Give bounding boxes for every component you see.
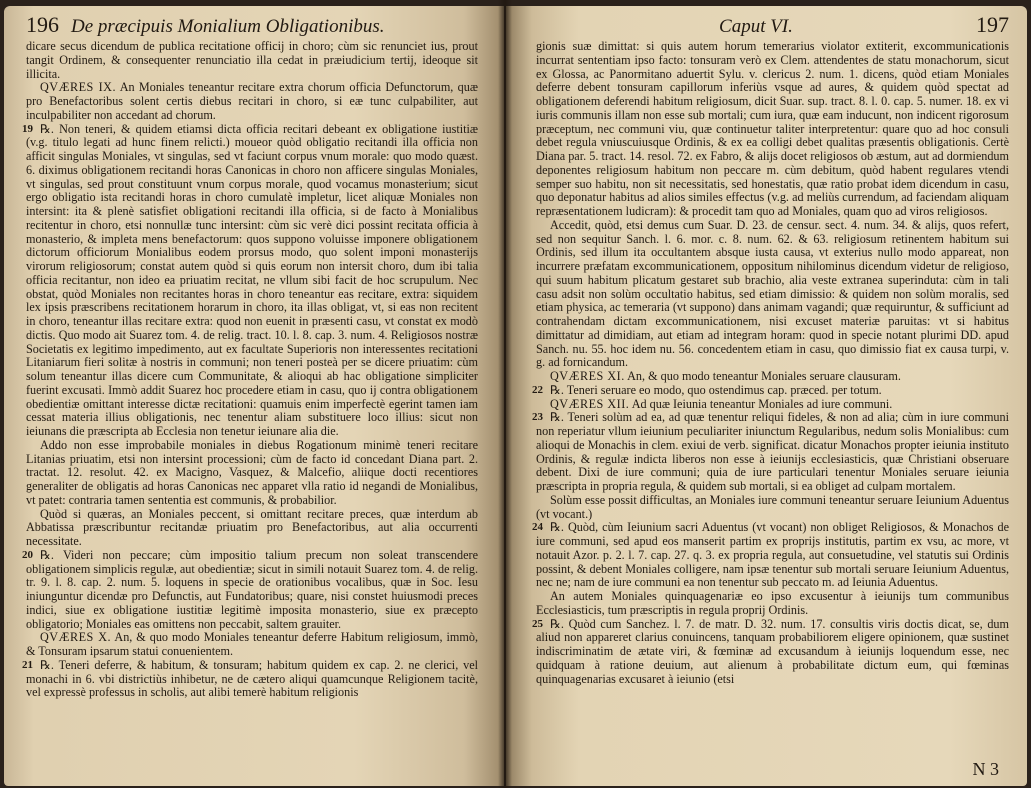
margin-number: 23	[532, 411, 543, 424]
paragraph-text: ℞. Quòd, cùm Ieiunium sacri Aduentus (vt vocant) non obliget Religiosos, & Monachos de iure communi, sed apud eos manserit partim ex proprijs institutis, partim ex vsu, ac more, vt notauit Azor. p. 2. l. 7. cap. 27. q. 3. ex propria regula, aut consuetudine, vel statutis sui Ordinis possint, & debent Moniales colligere, nam ipsæ tenentur sub mortali seruare Ieiunium Aduentus, nec ne; nam de iure communi ea non tenentur sub peccato m. ad Ieiunia Aduentus.	[536, 520, 1009, 590]
paragraph-text: Accedit, quòd, etsi demus cum Suar. D. 23. de censur. sect. 4. num. 34. & alijs, quos refert, sed non sequitur Sanch. l. 6. mor. c. 8. num. 62. & 63. religiosum retinentem habitum sui Ordinis, sed illum ita occultantem absque iusta causa, vt exterius nullo modo appareat, non incurrere præfatam excommunicationem, oppositum nihilominus dicendum videtur de religioso, qui suum habitum plicatum gestaret sub brachio, alia veste extranea superinduta: cùm in tali casu adsit non solùm occultatio habitus, sed etiam dimissio: & quidem non solùm moralis, sed etiam physica, ac temeraria (vt suppono) dans animam vagandi; quæ requiruntur, & sufficiunt ad contrahendam dictam excommunicationem, nisi excuset materiæ paruitas: vt si habitus dimittatur ad dimidiam, aut etiam ad integram horam: quod in specie notant plurimi DD. apud Sanch. nu. 55. hoc idem nu. 56. concedentem etiam in casu, quo dimissio fiat ex causa turpi, v. g. ad fornicandum.	[536, 217, 1009, 370]
paragraph-text: Quòd si quæras, an Moniales peccent, si omittant recitare preces, quæ interdum ab Abbatissa præscribuntur recitandæ priuatim pro Benefactoribus, aut alia occurrenti necessitate.	[26, 506, 478, 548]
signature-mark: N 3	[972, 759, 999, 779]
margin-number: 22	[532, 383, 543, 396]
margin-number: 20	[22, 548, 33, 561]
paragraph	[536, 590, 1009, 618]
running-title-right: Caput VI.	[719, 16, 793, 37]
paragraph	[22, 121, 478, 439]
paragraph	[536, 494, 1009, 522]
paragraph-text: An, & quo modo Moniales teneantur deferre Habitum religiosum, immò, & Tonsuram ipsarum statui conuenientem.	[26, 630, 479, 658]
question-heading: QVÆRES X.	[40, 630, 112, 645]
question-heading: QVÆRES XI.	[550, 369, 625, 383]
paragraph	[26, 81, 478, 122]
paragraph-text: An Moniales teneantur recitare extra chorum officia Defunctorum, quæ pro Benefactoribus solent certis diebus recitari in choro, si eæ tunc culpabiliter, aut inculpabiliter non accedant ad chorum.	[26, 80, 478, 122]
margin-number: 21	[22, 658, 33, 671]
paragraph	[532, 382, 1009, 398]
margin-number: 25	[532, 617, 543, 630]
paragraph	[26, 40, 478, 81]
margin-number: 24	[532, 521, 543, 534]
paragraph	[536, 370, 1009, 384]
book-gutter	[498, 0, 512, 788]
paragraph-text: ℞. Teneri seruare eo modo, quo ostendimus cap. præced. per totum.	[550, 382, 882, 397]
right-page-body	[532, 39, 1009, 686]
paragraph-text: gionis suæ dimittat: si quis autem horum temerarius violator extiterit, excommunicationis incurrat sententiam ipso facto: tonsuram verò ex Clem. attendentes de statu monachorum, sicut ex Glossa, ac Panormitano aduertit Sylu. v. clericus 2. num. 1. dicens, quòd etiam Moniales deferre debent tonsuram capillorum inferiùs vsque ad aures, & quidem quòd spectat ad obligationem deferendi habitum religiosum, dicit Suar. sup. tract. 8. l. 0. cap. 5. numer. 18. ex vi iuris communis illam non esse sub mortali; cum iura, quæ eam inducunt, non indicent rigorosum præceptum, nec communi viu, quæ continuetur taliter interpretentur: quare quo ad hoc consuli debet regula vniuscuiusque Ordinis, & ex ea colligi debet qualitas præsentis obligationis. Certè Diana par. 5. tract. 14. resol. 72. ex Fabro, & alijs docet religiosos ob æstum, aut ad dormiendum deponentes religiosum habitum non peccare m. cùm debitum, quòd habent regulares vtendi semper suo habitu, non sit necessitatis, sed honestatis, quæ ratio probat idem dicendum in casu, quo deponatur habitus ad alios similes effectus (v.g. ad meliùs currendum, ad faciendam aliquam repræsentationem ludicram): & procedit tam quo ad Moniales, quam quo ad viros religiosos.	[536, 39, 1009, 218]
paragraph-text: An autem Moniales quinquagenariæ eo ipso excusentur à ieiunijs tum communibus Ecclesiasticis, tum præscriptis in regula proprij Ordinis.	[536, 589, 1009, 617]
paragraph	[532, 520, 1009, 590]
margin-number: 19	[22, 122, 33, 135]
paragraph-text: ℞. Teneri solùm ad ea, ad quæ tenentur reliqui fideles, & non ad alia; cùm in iure communi non reperiatur vllum ieiunium peculiariter iniunctum Regularibus, nedum solis Monialibus: cum alioqui de Monachis in clem. exiui de verb. significat. dicatur Monachos propter ieiunia instituto Ordinis, & regulæ indicta liberos non esse à ieiunijs ecclesiasticis, quæ Christiani obseruare debent. Dixi de iure communi; quia de iure particulari tenentur Moniales seruare ieiunia præscripta in propria regula, & quidem sub mortali, si ea obliget ad culpam mortalem.	[536, 410, 1009, 493]
paragraph-text: ℞. Non teneri, & quidem etiamsi dicta officia recitari debeant ex obligatione iustitiæ (v.g. titulo legati ad hunc finem relicti.) moueor quòd obligatio recitandi illa officia non afficit singulas Moniales, vt singulas, sed vt faciunt corpus vnum morale: quo modo quæst. 6. diximus obligationem recitandi horas Canonicas in choro non afficere singulas Moniales, vt singulas, sed prout constituunt vnum corpus morale, quod vocamus monasterium; sicut ergo obligatio ista recitandi horas in choro cumulatè impletur, licet aliquæ Moniales non intersint: ita & plenè satisfiet obligationi recitandi illa officia, si de facto à Monialibus recitentur in choro, etsi nonnullæ tunc intersint: cùm sic verè dici possint recitata officia à monasterio, & impleta mens benefactorum: quos suppono voluisse imponere obligationem dictorum officiorum Monialibus eodem prorsus modo, quo solent imponi monasterijs virorum religiosorum; constat autem quòd si quis eorum non intersit choro, dum ibi talia officia recitantur, non ideo ea priuatim recitat, ne vllum sibi facit de hoc scrupulum. Nec obstat, quòd Moniales non recitantes horas in choro teneantur eas recitare, extra: siquidem lex ipsis præscribens recitationem horarum in choro, ita illas obligat, vt, si eas non recitent in choro, teneantur illas recitare extra: quod non euenit in præsenti casu, vt constat ex modò dictis. Quo modo ait Suarez tom. 4. de relig. tract. 10. l. 8. cap. 3. num. 4. Religiosos nostræ Societatis ex legitimo impedimento, aut ex facultate Superioris non interessentes recitationi Litaniarum fieri solitæ à nostris in communi; non teneri posteà per se dicere priuatim: cùm solum teneantur illas dicere cum Communitate, & alioqui ab hac obligatione simpliciter fuerint excusati. Immò addit Suarez hoc procedere etiam in casu, quo ij contra obligationem obedientiæ omittant interesse dictæ recitationi: quamuis enim imperfectè egerint tamen iam cessat materia illius obligationis, nec tenentur aliam substituere loco illius: sicut non ieiunans die præscripta ab Ecclesia non tenetur ieiunare alia die.	[26, 121, 478, 438]
left-page-body	[22, 39, 479, 700]
paragraph-text: Addo non esse improbabile moniales in diebus Rogationum minimè teneri recitare Litanias priuatim, etsi non intersint processioni; cùm de facto id concedant Diana part. 2. tractat. 12. resolut. 42. ex Macigno, Vasquez, & Malcefio, aliique docti recentiores generaliter de obligatis ad horas Canonicas nec apparet vlla ratio id negandi de Monialibus, vt patet: contraria tamen sententia est communis, & probabilior.	[26, 437, 478, 507]
question-heading: QVÆRES IX.	[40, 80, 117, 95]
question-heading: QVÆRES XII.	[550, 396, 630, 411]
page-number-left: 196	[26, 12, 59, 37]
paragraph	[26, 631, 478, 659]
right-running-head	[536, 12, 1009, 38]
left-page	[4, 6, 504, 786]
paragraph	[536, 219, 1009, 370]
paragraph-text: ℞. Teneri deferre, & habitum, & tonsuram; habitum quidem ex cap. 2. ne clerici, vel monachi in 6. vbi districtiùs inhibetur, ne de cætero aliqui quamcunque Religionem tacitè, vel expressè professus in scholis, aut alibi temerè habitum religionis	[26, 657, 478, 700]
paragraph	[22, 547, 478, 632]
paragraph	[536, 398, 1009, 412]
left-running-head	[26, 12, 478, 38]
paragraph-text: dicare secus dicendum de publica recitatione officij in choro; cùm sic renunciet ius, prout tangit Ordinem, & consequenter renunciatio illa cedat in præiudicium tertij, ideoque sit illicita.	[26, 39, 478, 81]
paragraph	[26, 508, 478, 549]
paragraph-text: ℞. Quòd cum Sanchez. l. 7. de matr. D. 32. num. 17. consultis viris doctis dicat, se, dum aliud non appareret clarius conuincens, tanquam probabiliorem eligere opinionem, quæ sustinet indiscriminatim de ætate viri, & fœminæ ad excusandum à ieiunijs loquendum esse, nec quidquam à ratione deuium, aut alienum à probabilitate dictum eum, qui fœminas quinquagenarias excusaret à ieiunio (etsi	[536, 616, 1009, 686]
paragraph	[532, 410, 1009, 494]
paragraph	[532, 616, 1009, 687]
right-page	[506, 6, 1027, 786]
paragraph	[22, 657, 478, 700]
paragraph-text: ℞. Videri non peccare; cùm impositio talium precum non soleat transcendere obligationem simplicis regulæ, aut obedientiæ; sicut in simili notauit Suarez tom. 4. de relig. tr. 9. l. 8. cap. 2. num. 5. loquens in specie de orationibus vocalibus, quæ in Soc. Iesu iniunguntur dicendæ pro Defunctis, aut Fundatoribus; quare, nisi constet huiusmodi preces indici, siue ex obligatione iustitiæ legitimè imposita monasterio, siue ex præcepto obligatorio; Moniales eas omittens non peccabit, saltem grauiter.	[26, 547, 478, 631]
page-number-right: 197	[976, 12, 1009, 37]
paragraph	[26, 439, 478, 508]
paragraph-text: Solùm esse possit difficultas, an Moniales iure communi teneantur seruare Ieiunium Aduentus (vt vocant.)	[536, 492, 1009, 521]
running-title-left: De præcipuis Monialium Obligationibus.	[71, 16, 385, 37]
paragraph-text: An, & quo modo teneantur Moniales seruare clausuram.	[627, 369, 901, 383]
paragraph-text: Ad quæ Ieiunia teneantur Moniales ad iure communi.	[631, 396, 893, 411]
paragraph	[536, 40, 1009, 219]
